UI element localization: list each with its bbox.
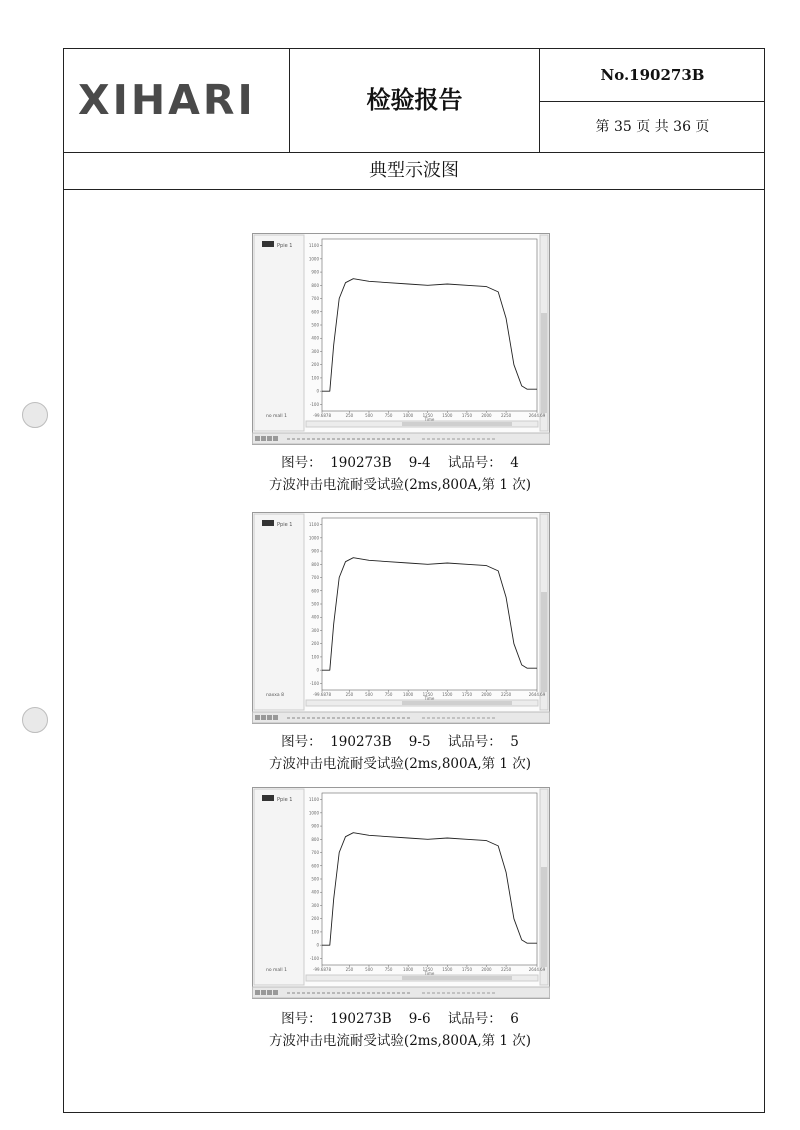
- punch-hole-top: [22, 402, 48, 428]
- status-icon: [261, 990, 266, 995]
- x-axis-label: Time: [424, 696, 435, 701]
- y-tick-label: -100: [309, 401, 319, 407]
- y-tick-label: 0: [316, 667, 319, 673]
- status-icon: [267, 715, 272, 720]
- report-header: [64, 49, 764, 153]
- x-tick-label: 250: [345, 413, 354, 418]
- y-tick-label: 400: [311, 614, 319, 620]
- y-tick-label: 700: [311, 575, 319, 581]
- y-tick-label: 600: [311, 863, 319, 869]
- y-tick-label: 400: [311, 889, 319, 895]
- y-tick-label: 700: [311, 850, 319, 856]
- y-tick-label: 800: [311, 836, 319, 842]
- status-icon: [267, 990, 272, 995]
- figure-caption-2: [150, 731, 650, 775]
- status-icon: [273, 990, 278, 995]
- x-tick-label: 750: [384, 692, 393, 697]
- y-tick-label: 100: [311, 375, 319, 381]
- y-tick-label: 900: [311, 823, 319, 829]
- h-scrollbar-thumb: [402, 422, 512, 426]
- status-icon: [273, 436, 278, 441]
- x-tick-label: 2250: [500, 413, 512, 418]
- figure-caption-id: 图号： 190273B 9-4 试品号： 4: [281, 455, 519, 471]
- x-tick-label: 1250: [422, 413, 433, 418]
- legend-panel: [254, 235, 304, 431]
- x-axis-label: Time: [424, 417, 435, 422]
- legend-swatch: [262, 520, 274, 526]
- corner-label: no mall 1: [266, 414, 287, 419]
- x-tick-label: 750: [384, 967, 393, 972]
- oscillogram-chart-1: [252, 233, 550, 445]
- x-tick-label: 2000: [481, 967, 492, 972]
- status-icon: [261, 436, 266, 441]
- page-info: 第 35 页 共 36 页: [595, 119, 710, 135]
- x-tick-label: 2000: [481, 692, 492, 697]
- company-logo: XIHARI: [78, 76, 256, 124]
- x-tick-label: 1500: [442, 967, 453, 972]
- figure-caption-test: 方波冲击电流耐受试验(2ms,800A,第 1 次): [268, 1033, 532, 1049]
- y-tick-label: 300: [311, 902, 319, 908]
- x-tick-label: 2250: [500, 692, 512, 697]
- corner-label: naxxa 8: [266, 693, 284, 698]
- x-tick-label: 2644.69: [528, 413, 546, 418]
- oscillogram-chart-2: [252, 512, 550, 724]
- y-tick-label: 900: [311, 548, 319, 554]
- y-tick-label: 200: [311, 916, 319, 922]
- y-tick-label: 500: [311, 322, 319, 328]
- h-scrollbar-thumb: [402, 976, 512, 980]
- x-tick-label: 500: [365, 413, 373, 418]
- oscillogram-chart-3: [252, 787, 550, 999]
- v-scrollbar-thumb: [541, 867, 547, 967]
- x-tick-label: 250: [345, 967, 354, 972]
- x-tick-label: 2250: [500, 967, 512, 972]
- x-tick-label: 1500: [442, 413, 453, 418]
- y-tick-label: 1000: [308, 810, 319, 816]
- x-tick-label: -99.6878: [313, 692, 331, 697]
- y-tick-label: 1100: [308, 243, 319, 249]
- y-tick-label: 700: [311, 296, 319, 302]
- y-tick-label: 1000: [308, 256, 319, 262]
- y-tick-label: 1100: [308, 797, 319, 803]
- x-tick-label: 500: [365, 967, 373, 972]
- section-title: 典型示波图: [64, 152, 764, 190]
- y-tick-label: 0: [316, 942, 319, 948]
- v-scrollbar-thumb: [541, 313, 547, 413]
- x-tick-label: 1000: [403, 967, 414, 972]
- h-scrollbar-thumb: [402, 701, 512, 705]
- y-tick-label: 300: [311, 348, 319, 354]
- plot-area: [322, 793, 537, 965]
- y-tick-label: 1100: [308, 522, 319, 528]
- x-tick-label: 750: [384, 413, 393, 418]
- corner-label: no mall 1: [266, 968, 287, 973]
- x-tick-label: 1250: [422, 967, 433, 972]
- oscillogram-figure-1: [252, 233, 550, 445]
- punch-hole-bottom: [22, 707, 48, 733]
- figure-caption-id: 图号： 190273B 9-6 试品号： 6: [281, 1011, 519, 1027]
- y-tick-label: 0: [316, 388, 319, 394]
- y-tick-label: 600: [311, 309, 319, 315]
- y-tick-label: 1000: [308, 535, 319, 541]
- y-tick-label: 800: [311, 282, 319, 288]
- status-icon: [255, 715, 260, 720]
- legend-swatch: [262, 795, 274, 801]
- y-tick-label: 500: [311, 601, 319, 607]
- v-scrollbar-thumb: [541, 592, 547, 692]
- legend-label: Ppie 1: [277, 797, 293, 803]
- legend-panel: [254, 789, 304, 985]
- y-tick-label: 200: [311, 641, 319, 647]
- x-tick-label: 1250: [422, 692, 433, 697]
- x-tick-label: -99.6878: [313, 413, 331, 418]
- figure-caption-test: 方波冲击电流耐受试验(2ms,800A,第 1 次): [268, 477, 532, 493]
- status-icon: [255, 990, 260, 995]
- y-tick-label: 200: [311, 362, 319, 368]
- legend-panel: [254, 514, 304, 710]
- oscillogram-figure-3: [252, 787, 550, 999]
- x-tick-label: 1000: [403, 692, 414, 697]
- plot-area: [322, 518, 537, 690]
- x-tick-label: 250: [345, 692, 354, 697]
- y-tick-label: 100: [311, 929, 319, 935]
- document-number: No.190273B: [600, 66, 705, 84]
- x-tick-label: 1750: [461, 692, 473, 697]
- x-axis-label: Time: [424, 971, 435, 976]
- y-tick-label: -100: [309, 955, 319, 961]
- x-tick-label: 1750: [461, 413, 473, 418]
- x-tick-label: 500: [365, 692, 373, 697]
- legend-label: Ppie 1: [277, 522, 293, 528]
- x-tick-label: 1500: [442, 692, 453, 697]
- figure-caption-3: [150, 1008, 650, 1052]
- y-tick-label: 900: [311, 269, 319, 275]
- figure-caption-1: [150, 452, 650, 496]
- y-tick-label: 400: [311, 335, 319, 341]
- report-title: 检验报告: [366, 86, 463, 114]
- status-icon: [273, 715, 278, 720]
- x-tick-label: 1000: [403, 413, 414, 418]
- y-tick-label: 100: [311, 654, 319, 660]
- status-icon: [267, 436, 272, 441]
- y-tick-label: -100: [309, 680, 319, 686]
- plot-area: [322, 239, 537, 411]
- status-icon: [261, 715, 266, 720]
- figure-caption-test: 方波冲击电流耐受试验(2ms,800A,第 1 次): [268, 756, 532, 772]
- y-tick-label: 300: [311, 627, 319, 633]
- y-tick-label: 500: [311, 876, 319, 882]
- x-tick-label: 2644.69: [528, 692, 546, 697]
- oscillogram-figure-2: [252, 512, 550, 724]
- x-tick-label: -99.6878: [313, 967, 331, 972]
- x-tick-label: 2644.69: [528, 967, 546, 972]
- figure-caption-id: 图号： 190273B 9-5 试品号： 5: [281, 734, 519, 750]
- status-icon: [255, 436, 260, 441]
- x-tick-label: 1750: [461, 967, 473, 972]
- y-tick-label: 600: [311, 588, 319, 594]
- x-tick-label: 2000: [481, 413, 492, 418]
- legend-label: Ppie 1: [277, 243, 293, 249]
- legend-swatch: [262, 241, 274, 247]
- y-tick-label: 800: [311, 561, 319, 567]
